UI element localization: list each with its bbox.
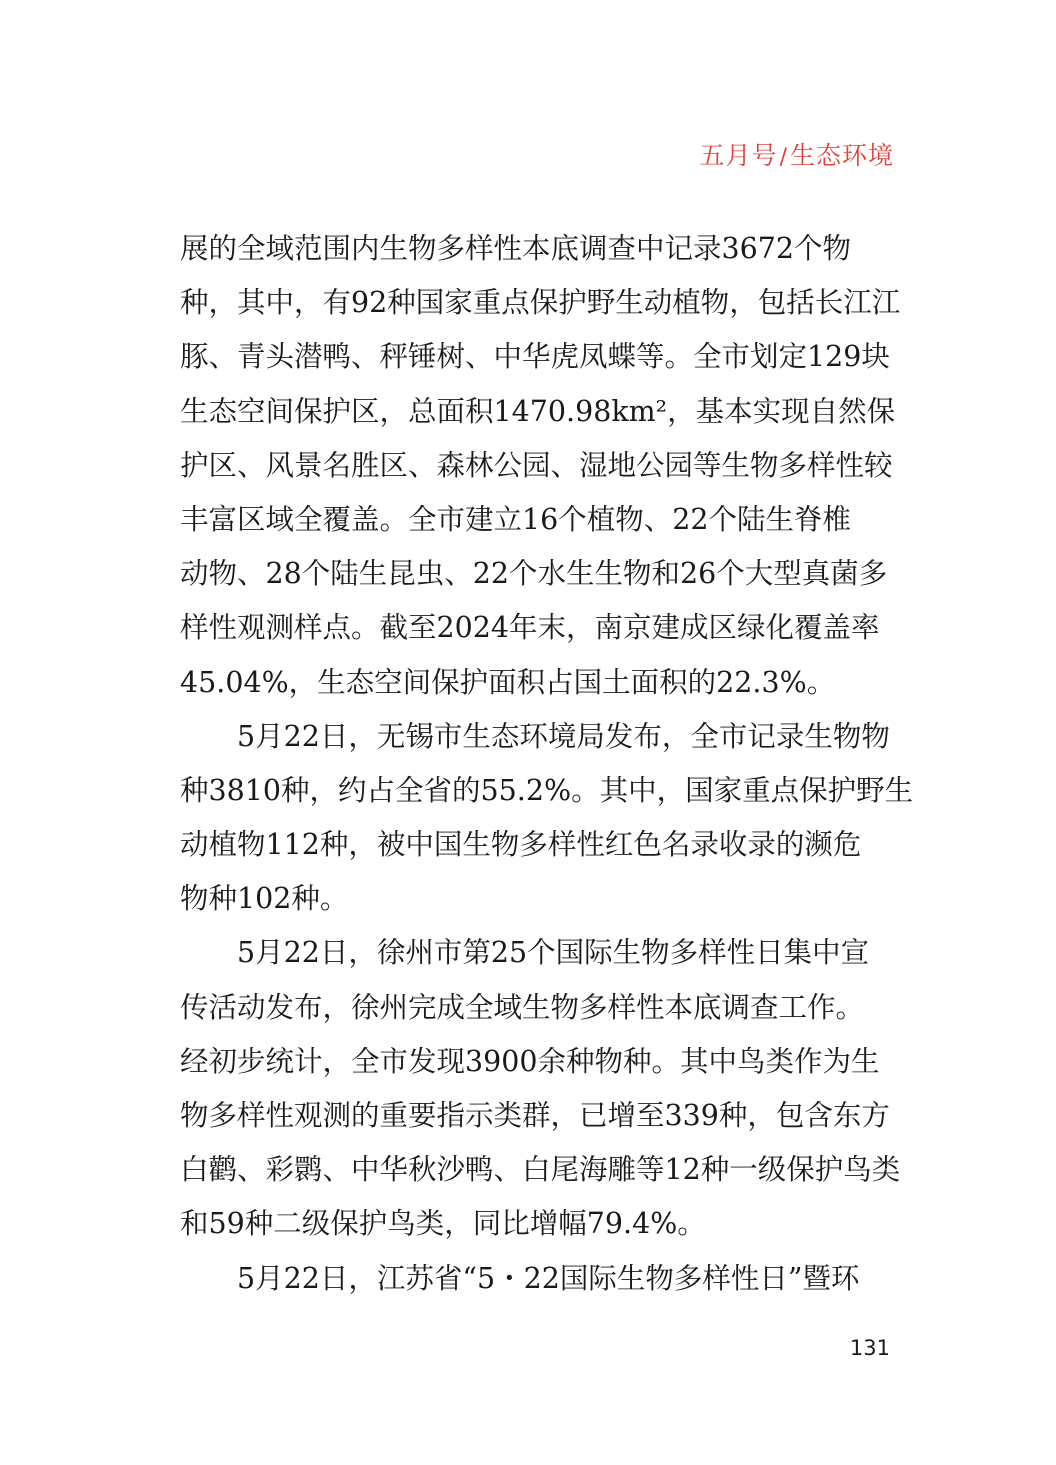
text-line: 5月22日，江苏省“5・22国际生物多样性日”暨环 xyxy=(180,1261,860,1295)
text-line: 白鹳、彩鹮、中华秋沙鸭、白尾海雕等12种一级保护鸟类 xyxy=(180,1153,901,1187)
text-line: 5月22日，徐州市第25个国际生物多样性日集中宣 xyxy=(180,936,870,970)
page-number: 131 xyxy=(849,1336,890,1360)
article-body xyxy=(180,222,914,1306)
text-line: 种3810种，约占全省的55.2%。其中，国家重点保护野生 xyxy=(180,773,914,807)
text-line: 丰富区域全覆盖。全市建立16个植物、22个陆生脊椎 xyxy=(180,502,852,536)
text-line: 经初步统计，全市发现3900余种物种。其中鸟类作为生 xyxy=(180,1044,880,1078)
text-line: 传活动发布，徐州完成全域生物多样性本底调查工作。 xyxy=(180,990,865,1024)
issue-label: 五月号 xyxy=(699,141,778,170)
text-line: 和59种二级保护鸟类，同比增幅79.4%。 xyxy=(180,1207,706,1241)
text-line: 样性观测样点。截至2024年末，南京建成区绿化覆盖率 xyxy=(180,611,880,645)
text-line: 护区、风景名胜区、森林公园、湿地公园等生物多样性较 xyxy=(180,448,893,482)
text-line: 豚、青头潜鸭、秤锤树、中华虎凤蝶等。全市划定129块 xyxy=(180,340,890,374)
text-line: 物种102种。 xyxy=(180,882,349,916)
running-header xyxy=(700,136,894,172)
text-line: 物多样性观测的重要指示类群，已增至339种，包含东方 xyxy=(180,1099,890,1132)
header-separator: / xyxy=(779,145,788,170)
text-line: 展的全域范围内生物多样性本底调查中记录3672个物 xyxy=(180,232,852,265)
text-line: 5月22日，无锡市生态环境局发布，全市记录生物物 xyxy=(180,719,890,753)
section-label: 生态环境 xyxy=(789,141,894,170)
text-line: 45.04%，生态空间保护面积占国土面积的22.3%。 xyxy=(180,665,836,699)
text-line: 动植物112种，被中国生物多样性红色名录收录的濒危 xyxy=(180,828,862,862)
text-line: 种，其中，有92种国家重点保护野生动植物，包括长江江 xyxy=(180,286,901,320)
text-line: 动物、28个陆生昆虫、22个水生生物和26个大型真菌多 xyxy=(180,557,888,591)
text-line: 生态空间保护区，总面积1470.98km²，基本实现自然保 xyxy=(180,394,896,428)
